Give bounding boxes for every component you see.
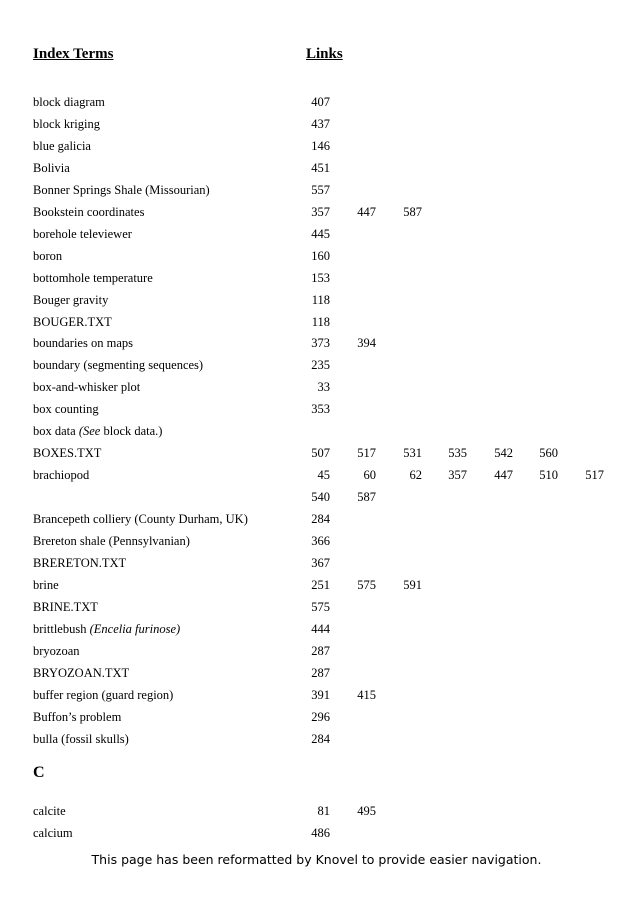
page-link[interactable]: 146 [311,138,330,153]
index-entry [0,597,633,617]
index-term: box counting [33,402,99,417]
index-entry [0,443,633,463]
index-term: Brancepeth colliery (County Durham, UK) [33,512,248,527]
index-term: Bolivia [33,160,70,175]
page-link[interactable]: 287 [311,665,330,680]
section-heading-c: C [33,764,45,781]
index-term: bryozoan [33,643,80,658]
page-link[interactable]: 235 [311,358,330,373]
page-link[interactable]: 445 [311,226,330,241]
index-term: bottomhole temperature [33,270,153,285]
index-entry [0,465,633,485]
index-entry [0,355,633,375]
page-link[interactable]: 367 [311,555,330,570]
page-link[interactable]: 118 [311,292,330,307]
page-link[interactable]: 560 [539,446,558,461]
page-link[interactable]: 591 [403,577,422,592]
index-term: BRERETON.TXT [33,555,127,570]
page-link[interactable]: 45 [317,468,330,483]
knovel-footer-note: This page has been reformatted by Knovel to provide easier navigation. [91,852,542,867]
page-link[interactable]: 251 [311,577,330,592]
index-entry [0,399,633,419]
page-link[interactable]: 357 [448,468,467,483]
page-link[interactable]: 391 [311,687,330,702]
index-term: bulla (fossil skulls) [33,731,129,746]
page-link[interactable]: 284 [311,731,330,746]
index-entry [0,290,633,310]
page-link[interactable]: 510 [539,468,558,483]
page-link[interactable]: 415 [357,687,376,702]
index-entry [0,619,633,639]
page-link[interactable]: 437 [311,116,330,131]
index-term: buffer region (guard region) [33,687,174,702]
page-link[interactable]: 540 [311,490,330,505]
page-link[interactable]: 407 [311,95,330,109]
page-link[interactable]: 575 [357,577,376,592]
page-link[interactable]: 60 [363,468,376,483]
page-link[interactable]: 62 [409,468,422,483]
index-term: borehole televiewer [33,226,132,241]
index-entry [0,158,633,178]
page-link[interactable]: 447 [357,204,376,219]
page-link[interactable]: 33 [317,380,330,395]
page-link[interactable]: 81 [317,804,330,818]
index-term: Buffon’s problem [33,709,122,724]
index-term: BOUGER.TXT [33,314,112,329]
page-link[interactable]: 575 [311,599,330,614]
index-entry [0,553,633,573]
index-entry [0,487,633,507]
page-link[interactable]: 373 [311,336,330,351]
page-link[interactable]: 507 [311,446,330,461]
index-term: blue galicia [33,138,91,153]
page-link[interactable]: 118 [311,314,330,329]
index-entry [0,333,633,353]
index-entry [0,801,633,821]
index-entry [0,663,633,683]
index-entry [0,136,633,156]
index-term: Bonner Springs Shale (Missourian) [33,182,210,197]
index-entry [0,377,633,397]
page-link[interactable]: 517 [585,468,604,483]
index-term: block diagram [33,95,105,109]
index-term: brachiopod [33,468,90,483]
index-term: calcium [33,825,73,840]
index-term: BRINE.TXT [33,599,98,614]
page-link[interactable]: 587 [403,204,422,219]
page-link[interactable]: 557 [311,182,330,197]
index-entry [0,685,633,705]
index-entry [0,92,633,112]
index-term: boundary (segmenting sequences) [33,358,204,373]
index-entry [0,268,633,288]
page-link[interactable]: 447 [494,468,513,483]
page-link[interactable]: 284 [311,512,330,527]
page-link[interactable]: 451 [311,160,330,175]
page-link[interactable]: 296 [311,709,330,724]
page-link[interactable]: 160 [311,248,330,263]
page-link[interactable]: 495 [357,804,376,818]
index-entry [0,509,633,529]
index-term: BRYOZOAN.TXT [33,665,130,680]
index-entry [0,312,633,332]
index-term-text: block data.) [100,424,163,439]
page-link[interactable]: 153 [311,270,330,285]
index-term: brine [33,577,59,592]
page-link[interactable]: 535 [448,446,467,461]
index-term-text: box data [33,424,79,439]
links-header: Links [306,46,343,62]
index-entry [0,729,633,749]
page-link[interactable]: 287 [311,643,330,658]
page-link[interactable]: 531 [403,446,422,461]
index-entry [0,707,633,727]
index-entry [0,641,633,661]
page-link[interactable]: 542 [494,446,513,461]
index-entry [0,823,633,843]
index-term: boundaries on maps [33,336,133,351]
index-term: Bouger gravity [33,292,109,307]
index-term: boron [33,248,63,263]
page-link[interactable]: 486 [311,825,330,840]
index-term-text: brittlebush [33,621,90,636]
index-term: block kriging [33,116,101,131]
page-link[interactable]: 394 [357,336,376,351]
index-entry [0,575,633,595]
index-entry [0,202,633,222]
index-term: box-and-whisker plot [33,380,141,395]
index-entry [0,246,633,266]
page-link[interactable]: 444 [311,621,330,636]
index-term: Bookstein coordinates [33,204,145,219]
index-term: calcite [33,804,66,818]
index-term: BOXES.TXT [33,446,102,461]
index-entry [0,114,633,134]
page-link[interactable]: 587 [357,490,376,505]
index-entry [0,531,633,551]
index-term-italic: (Encelia furinose) [89,621,181,636]
index-entry [0,421,633,441]
index-term-italic: (See [78,424,101,439]
index-term: Brereton shale (Pennsylvanian) [33,534,190,548]
index-term [33,619,180,639]
page-link[interactable]: 353 [311,402,330,417]
page-link[interactable]: 366 [311,534,330,548]
index-entry [0,180,633,200]
page-link[interactable]: 357 [311,204,330,219]
index-terms-header: Index Terms [33,46,114,62]
index-entry [0,224,633,244]
index-term [33,421,162,441]
page-link[interactable]: 517 [357,446,376,461]
